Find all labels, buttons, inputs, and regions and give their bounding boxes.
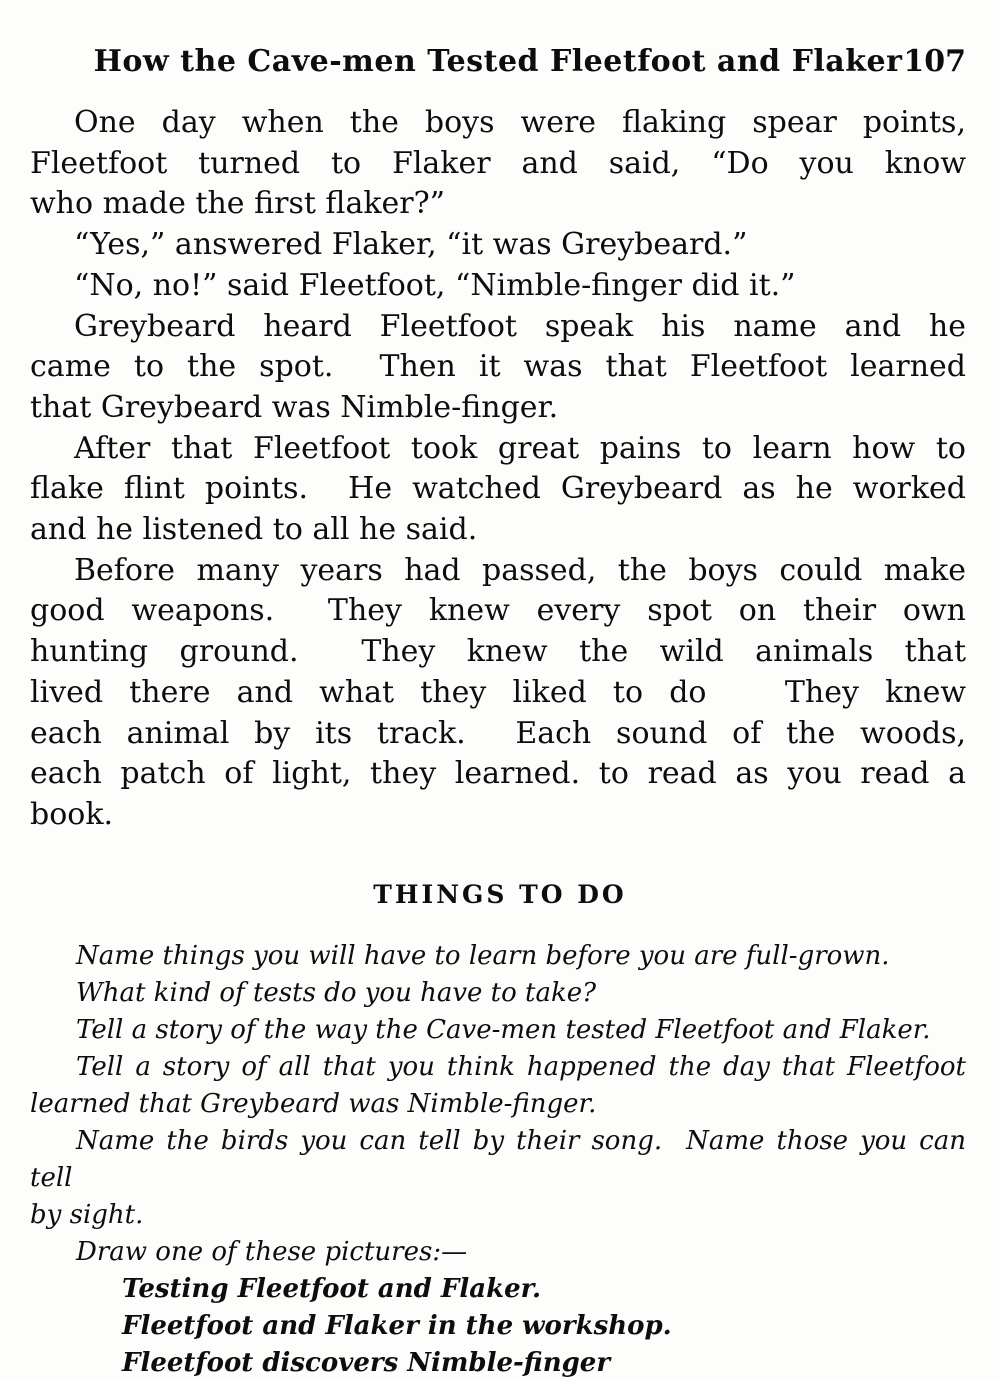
running-head [30, 44, 966, 84]
text-line: good weapons. They knew every spot on their own [30, 593, 966, 629]
text-line: Tell a story of the way the Cave-men tested Fleetfoot and Flaker. [76, 1015, 931, 1045]
exercise-item [30, 1049, 966, 1123]
text-line: What kind of tests do you have to take? [76, 978, 597, 1008]
page-number: 107 [903, 44, 966, 79]
text-line: hunting ground. They knew the wild animals that [30, 634, 966, 670]
text-line: by sight. [30, 1200, 144, 1230]
exercise-item [30, 938, 966, 975]
paragraph [30, 429, 966, 551]
text-line: “Yes,” answered Flaker, “it was Greybeard.” [74, 227, 748, 263]
text-line: One day when the boys were flaking spear points, [74, 105, 966, 140]
text-line: Draw one of these pictures:— [76, 1237, 468, 1267]
text-line: lived there and what they liked to do They knew [30, 674, 966, 710]
text-line: came to the spot. Then it was that Fleetfoot learned [30, 349, 966, 385]
story-text [30, 103, 966, 836]
text-line: Fleetfoot turned to Flaker and said, “Do you know [30, 145, 966, 181]
text-line: learned that Greybeard was Nimble-finger. [30, 1089, 597, 1119]
paragraph [30, 266, 966, 307]
text-line: who made the first flaker?” [30, 186, 446, 222]
picture-option: Fleetfoot discovers Nimble-finger [122, 1348, 611, 1378]
text-line: that Greybeard was Nimble-finger. [30, 389, 559, 425]
exercise-item [30, 1012, 966, 1049]
text-line: After that Fleetfoot took great pains to learn how to [74, 430, 966, 466]
paragraph [30, 307, 966, 429]
things-to-do-heading: THINGS TO DO [373, 880, 627, 909]
text-line: each patch of light, they learned. to read as you read a [30, 756, 966, 792]
exercise-item [30, 1123, 975, 1234]
text-line: each animal by its track. Each sound of the woods, [30, 715, 966, 751]
picture-option: Fleetfoot and Flaker in the workshop. [122, 1311, 672, 1341]
exercise-item [30, 1234, 966, 1271]
picture-option: Testing Fleetfoot and Flaker. [122, 1274, 542, 1304]
text-line: Name the birds you can tell by their song. Name those you can tell [30, 1126, 975, 1193]
text-line: Before many years had passed, the boys could make [74, 552, 966, 588]
text-line: Tell a story of all that you think happened the day that Fleetfoot [76, 1052, 966, 1082]
text-line: flake flint points. He watched Greybeard as he worked [30, 471, 966, 507]
paragraph [30, 551, 966, 836]
paragraph [30, 225, 966, 266]
paragraph [30, 103, 966, 225]
things-to-do-list [30, 938, 975, 1378]
text-line: book. [30, 796, 114, 832]
text-line: “No, no!” said Fleetfoot, “Nimble-finger did it.” [74, 267, 796, 303]
text-line: and he listened to all he said. [30, 512, 478, 548]
chapter-title: How the Cave-men Tested Fleetfoot and Flaker [93, 44, 903, 79]
exercise-item [30, 975, 966, 1012]
text-line: Greybeard heard Fleetfoot speak his name and he [74, 308, 966, 344]
text-line: Name things you will have to learn before you are full-grown. [76, 941, 890, 971]
